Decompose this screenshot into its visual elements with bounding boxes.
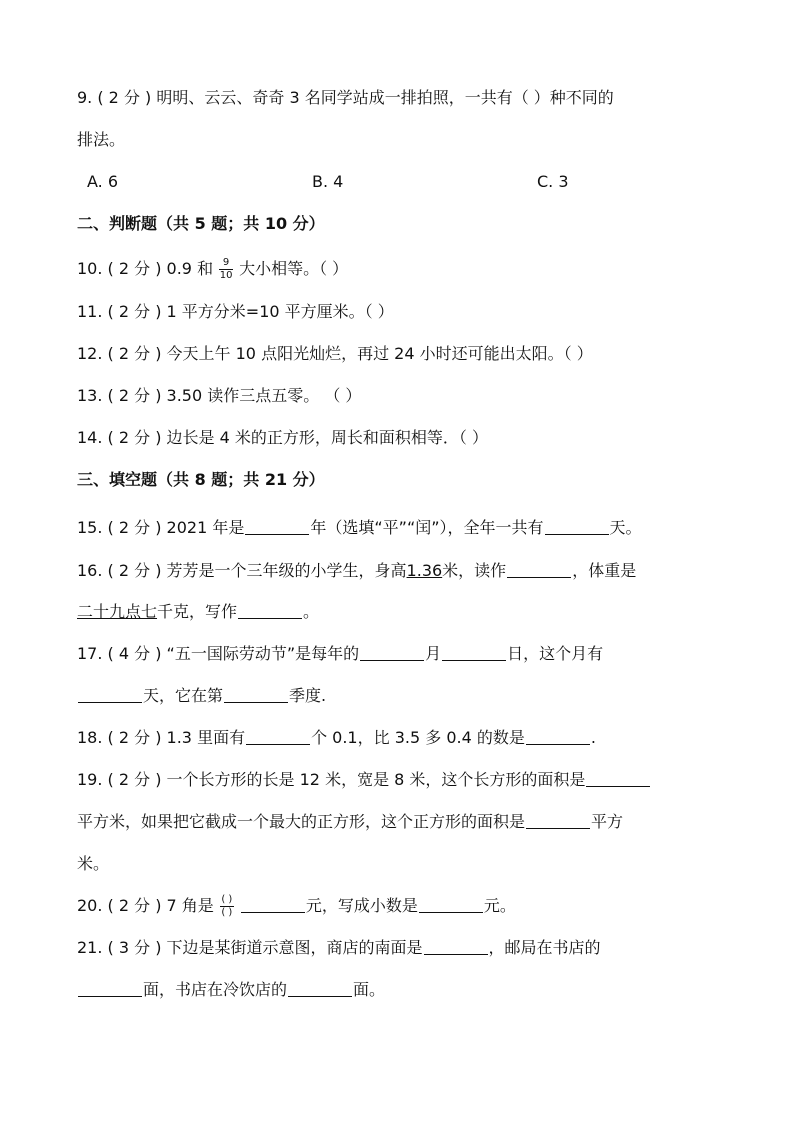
q19-text-end: 米。 (77, 854, 110, 873)
q19-text: 19. ( 2 分 ) 一个长方形的长是 12 米，宽是 8 米，这个长方形的面积是 (77, 770, 586, 789)
q17-text-mid: 日，这个月有 (507, 644, 604, 663)
fraction-numerator: 9 (222, 257, 230, 268)
fraction-denominator: ( ) (221, 907, 233, 918)
fraction-blank[interactable] (220, 894, 234, 919)
q13: 13. ( 2 分 ) 3.50 读作三点五零。 （ ） (77, 386, 362, 405)
q21-text-end: 面。 (353, 980, 386, 999)
fraction-denominator: 10 (219, 270, 233, 281)
q21-text-mid: ，邮局在书店的 (488, 938, 601, 957)
answer-blank[interactable] (241, 894, 305, 913)
q10-text-end: 大小相等。（ ） (239, 259, 349, 278)
q20 (77, 894, 516, 919)
q18-text-end: . (590, 728, 596, 747)
q16-text-end: 。 (303, 602, 320, 621)
q9-option-a: A. 6 (87, 172, 119, 191)
q12: 12. ( 2 分 ) 今天上午 10 点阳光灿烂，再过 24 小时还可能出太阳。（ ） (77, 344, 593, 363)
q9-option-b: B. 4 (312, 172, 344, 191)
q16-line2 (77, 600, 319, 624)
q21-line1 (77, 936, 601, 960)
q20-text-end: 元。 (483, 896, 516, 915)
q10-text: 10. ( 2 分 ) 0.9 和 (77, 259, 214, 278)
fraction-numerator: ( ) (221, 894, 233, 905)
q15-text: 15. ( 2 分 ) 2021 年是 (77, 518, 245, 537)
q9-line2 (77, 128, 125, 152)
q19-text-mid: 平方米，如果把它截成一个最大的正方形，这个正方形的面积是 (77, 812, 526, 831)
section-heading-judgement: 二、判断题（共 5 题；共 10 分） (77, 214, 325, 233)
answer-blank[interactable] (238, 600, 302, 619)
q21-line2 (77, 978, 385, 1002)
q21-text: 21. ( 3 分 ) 下边是某街道示意图，商店的南面是 (77, 938, 423, 957)
q15 (77, 516, 642, 540)
q11: 11. ( 2 分 ) 1 平方分米=10 平方厘米。（ ） (77, 302, 394, 321)
q20-text-mid: 元，写成小数是 (305, 896, 418, 915)
q21-text-mid2: 面，书店在冷饮店的 (143, 980, 288, 999)
answer-blank[interactable] (545, 516, 609, 535)
q17-line2 (77, 684, 326, 708)
q9-text-cont: 排法。 (77, 130, 126, 149)
answer-blank[interactable] (424, 936, 488, 955)
q9-line1 (77, 86, 614, 110)
q19-text-unit: 平方 (591, 812, 624, 831)
q16-line1 (77, 559, 636, 583)
q16-text-mid2: ，体重是 (572, 561, 637, 580)
q9-option-c: C. 3 (537, 172, 569, 191)
answer-blank[interactable] (586, 768, 650, 787)
underlined-weight: 二十九点七 (77, 602, 158, 621)
answer-blank[interactable] (246, 726, 310, 745)
q18 (77, 726, 596, 750)
q20-text: 20. ( 2 分 ) 7 角是 (77, 896, 214, 915)
fraction-9-10 (219, 257, 233, 282)
answer-blank[interactable] (78, 684, 142, 703)
answer-blank[interactable] (526, 810, 590, 829)
q14: 14. ( 2 分 ) 边长是 4 米的正方形，周长和面积相等．（ ） (77, 428, 488, 447)
q17-text-mid2: 天，它在第 (143, 686, 224, 705)
q15-text-end: 天。 (609, 518, 642, 537)
q19-line1 (77, 768, 651, 792)
q19-line3 (77, 852, 109, 876)
q18-text-mid: 个 0.1，比 3.5 多 0.4 的数是 (311, 728, 525, 747)
q15-text-mid: 年（选填“平”“闰”），全年一共有 (310, 518, 544, 537)
answer-blank[interactable] (245, 516, 309, 535)
answer-blank[interactable] (360, 642, 424, 661)
q16-text-mid3: 千克，写作 (157, 602, 238, 621)
section-heading-fill-in: 三、填空题（共 8 题；共 21 分） (77, 470, 325, 489)
answer-blank[interactable] (224, 684, 288, 703)
q9-text: 9. ( 2 分 ) 明明、云云、奇奇 3 名同学站成一排拍照，一共有（ ）种不同的 (77, 88, 614, 107)
answer-blank[interactable] (507, 559, 571, 578)
answer-blank[interactable] (526, 726, 590, 745)
underlined-height: 1.36 (406, 561, 443, 580)
q19-line2 (77, 810, 623, 834)
q16-text: 16. ( 2 分 ) 芳芳是一个三年级的小学生，身高 (77, 561, 407, 580)
answer-blank[interactable] (442, 642, 506, 661)
q17-line1 (77, 642, 603, 666)
q17-text-end: 季度. (289, 686, 327, 705)
q16-text-mid: 米，读作 (442, 561, 507, 580)
answer-blank[interactable] (288, 978, 352, 997)
answer-blank[interactable] (78, 978, 142, 997)
q17-text: 17. ( 4 分 ) “五一国际劳动节”是每年的 (77, 644, 360, 663)
answer-blank[interactable] (419, 894, 483, 913)
q17-text-month: 月 (425, 644, 442, 663)
q10 (77, 257, 348, 282)
q18-text: 18. ( 2 分 ) 1.3 里面有 (77, 728, 246, 747)
